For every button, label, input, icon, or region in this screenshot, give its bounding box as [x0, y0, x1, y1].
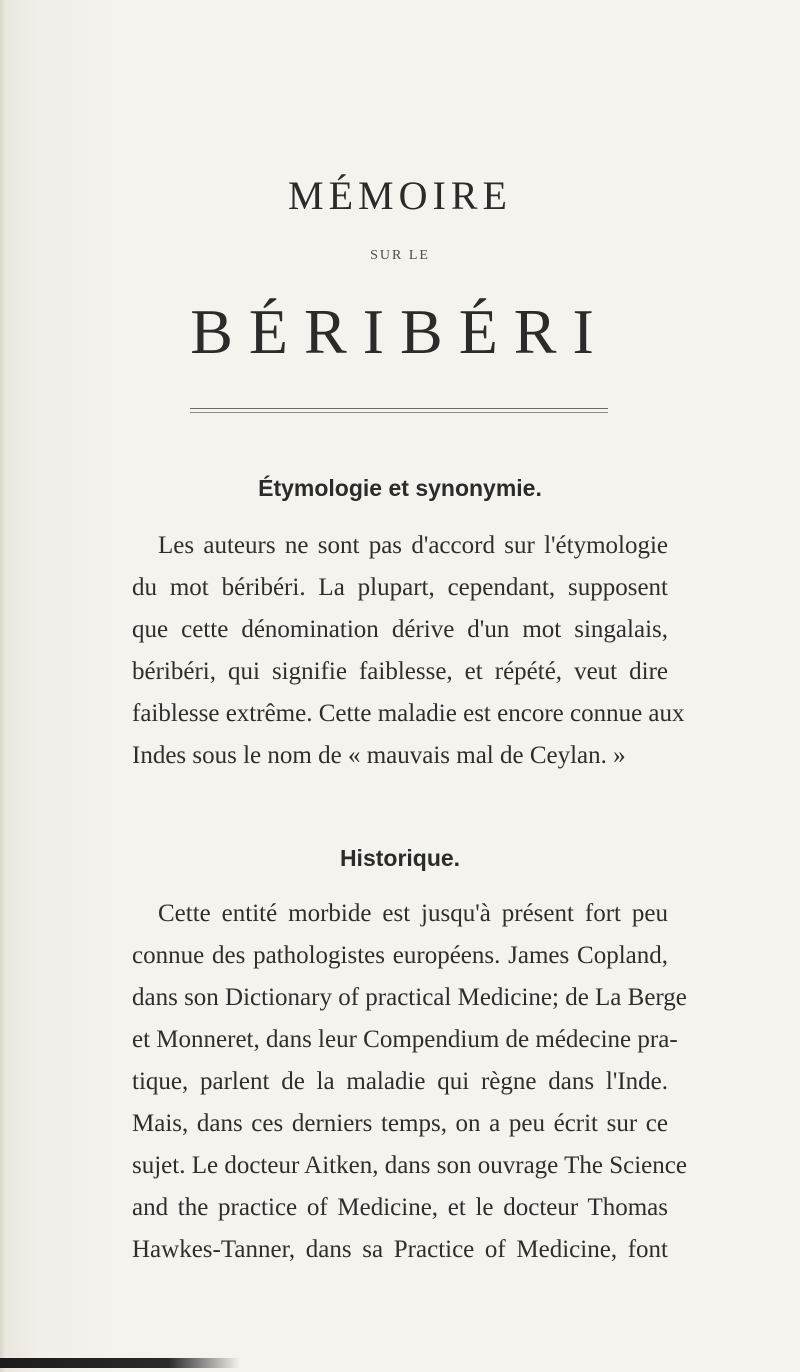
paragraph-etymology: [132, 525, 685, 777]
paragraph-history: [132, 893, 687, 1271]
section-heading-history: Historique.: [339, 845, 461, 871]
paragraph-line: béribéri, qui signifie faiblesse, et répété, veut dire: [132, 658, 668, 685]
title-rule: [190, 408, 608, 409]
paragraph-line: sujet. Le docteur Aitken, dans son ouvrage The Science: [132, 1152, 687, 1179]
paragraph-line: Hawkes-Tanner, dans sa Practice of Medicine, font: [132, 1236, 668, 1263]
paragraph-line: que cette dénomination dérive d'un mot singalais,: [132, 616, 668, 643]
paragraph-line: tique, parlent de la maladie qui règne dans l'Inde.: [132, 1068, 668, 1095]
paragraph-line: du mot béribéri. La plupart, cependant, supposent: [132, 574, 668, 601]
scan-artifact-bar: [0, 1358, 240, 1368]
paragraph-line: Indes sous le nom de « mauvais mal de Ceylan. »: [132, 742, 626, 769]
document-main-title: BÉRIBÉRI: [190, 296, 610, 367]
paragraph-line: et Monneret, dans leur Compendium de médecine pra-: [132, 1026, 678, 1053]
paragraph-line: Mais, dans ces derniers temps, on a peu écrit sur ce: [132, 1110, 668, 1137]
paragraph-line: Les auteurs ne sont pas d'accord sur l'étymologie: [158, 532, 668, 559]
paragraph-line: dans son Dictionary of practical Medicine; de La Berge: [132, 984, 687, 1011]
document-subtitle: SUR LE: [370, 248, 430, 263]
section-heading-etymology: Étymologie et synonymie.: [258, 475, 542, 501]
document-title: MÉMOIRE: [288, 173, 512, 218]
paragraph-line: and the practice of Medicine, et le docteur Thomas: [132, 1194, 668, 1221]
paragraph-line: faiblesse extrême. Cette maladie est encore connue aux: [132, 700, 685, 727]
paragraph-line: connue des pathologistes européens. James Copland,: [132, 942, 668, 969]
paragraph-line: Cette entité morbide est jusqu'à présent fort peu: [158, 900, 668, 927]
title-rule-secondary: [190, 412, 608, 413]
